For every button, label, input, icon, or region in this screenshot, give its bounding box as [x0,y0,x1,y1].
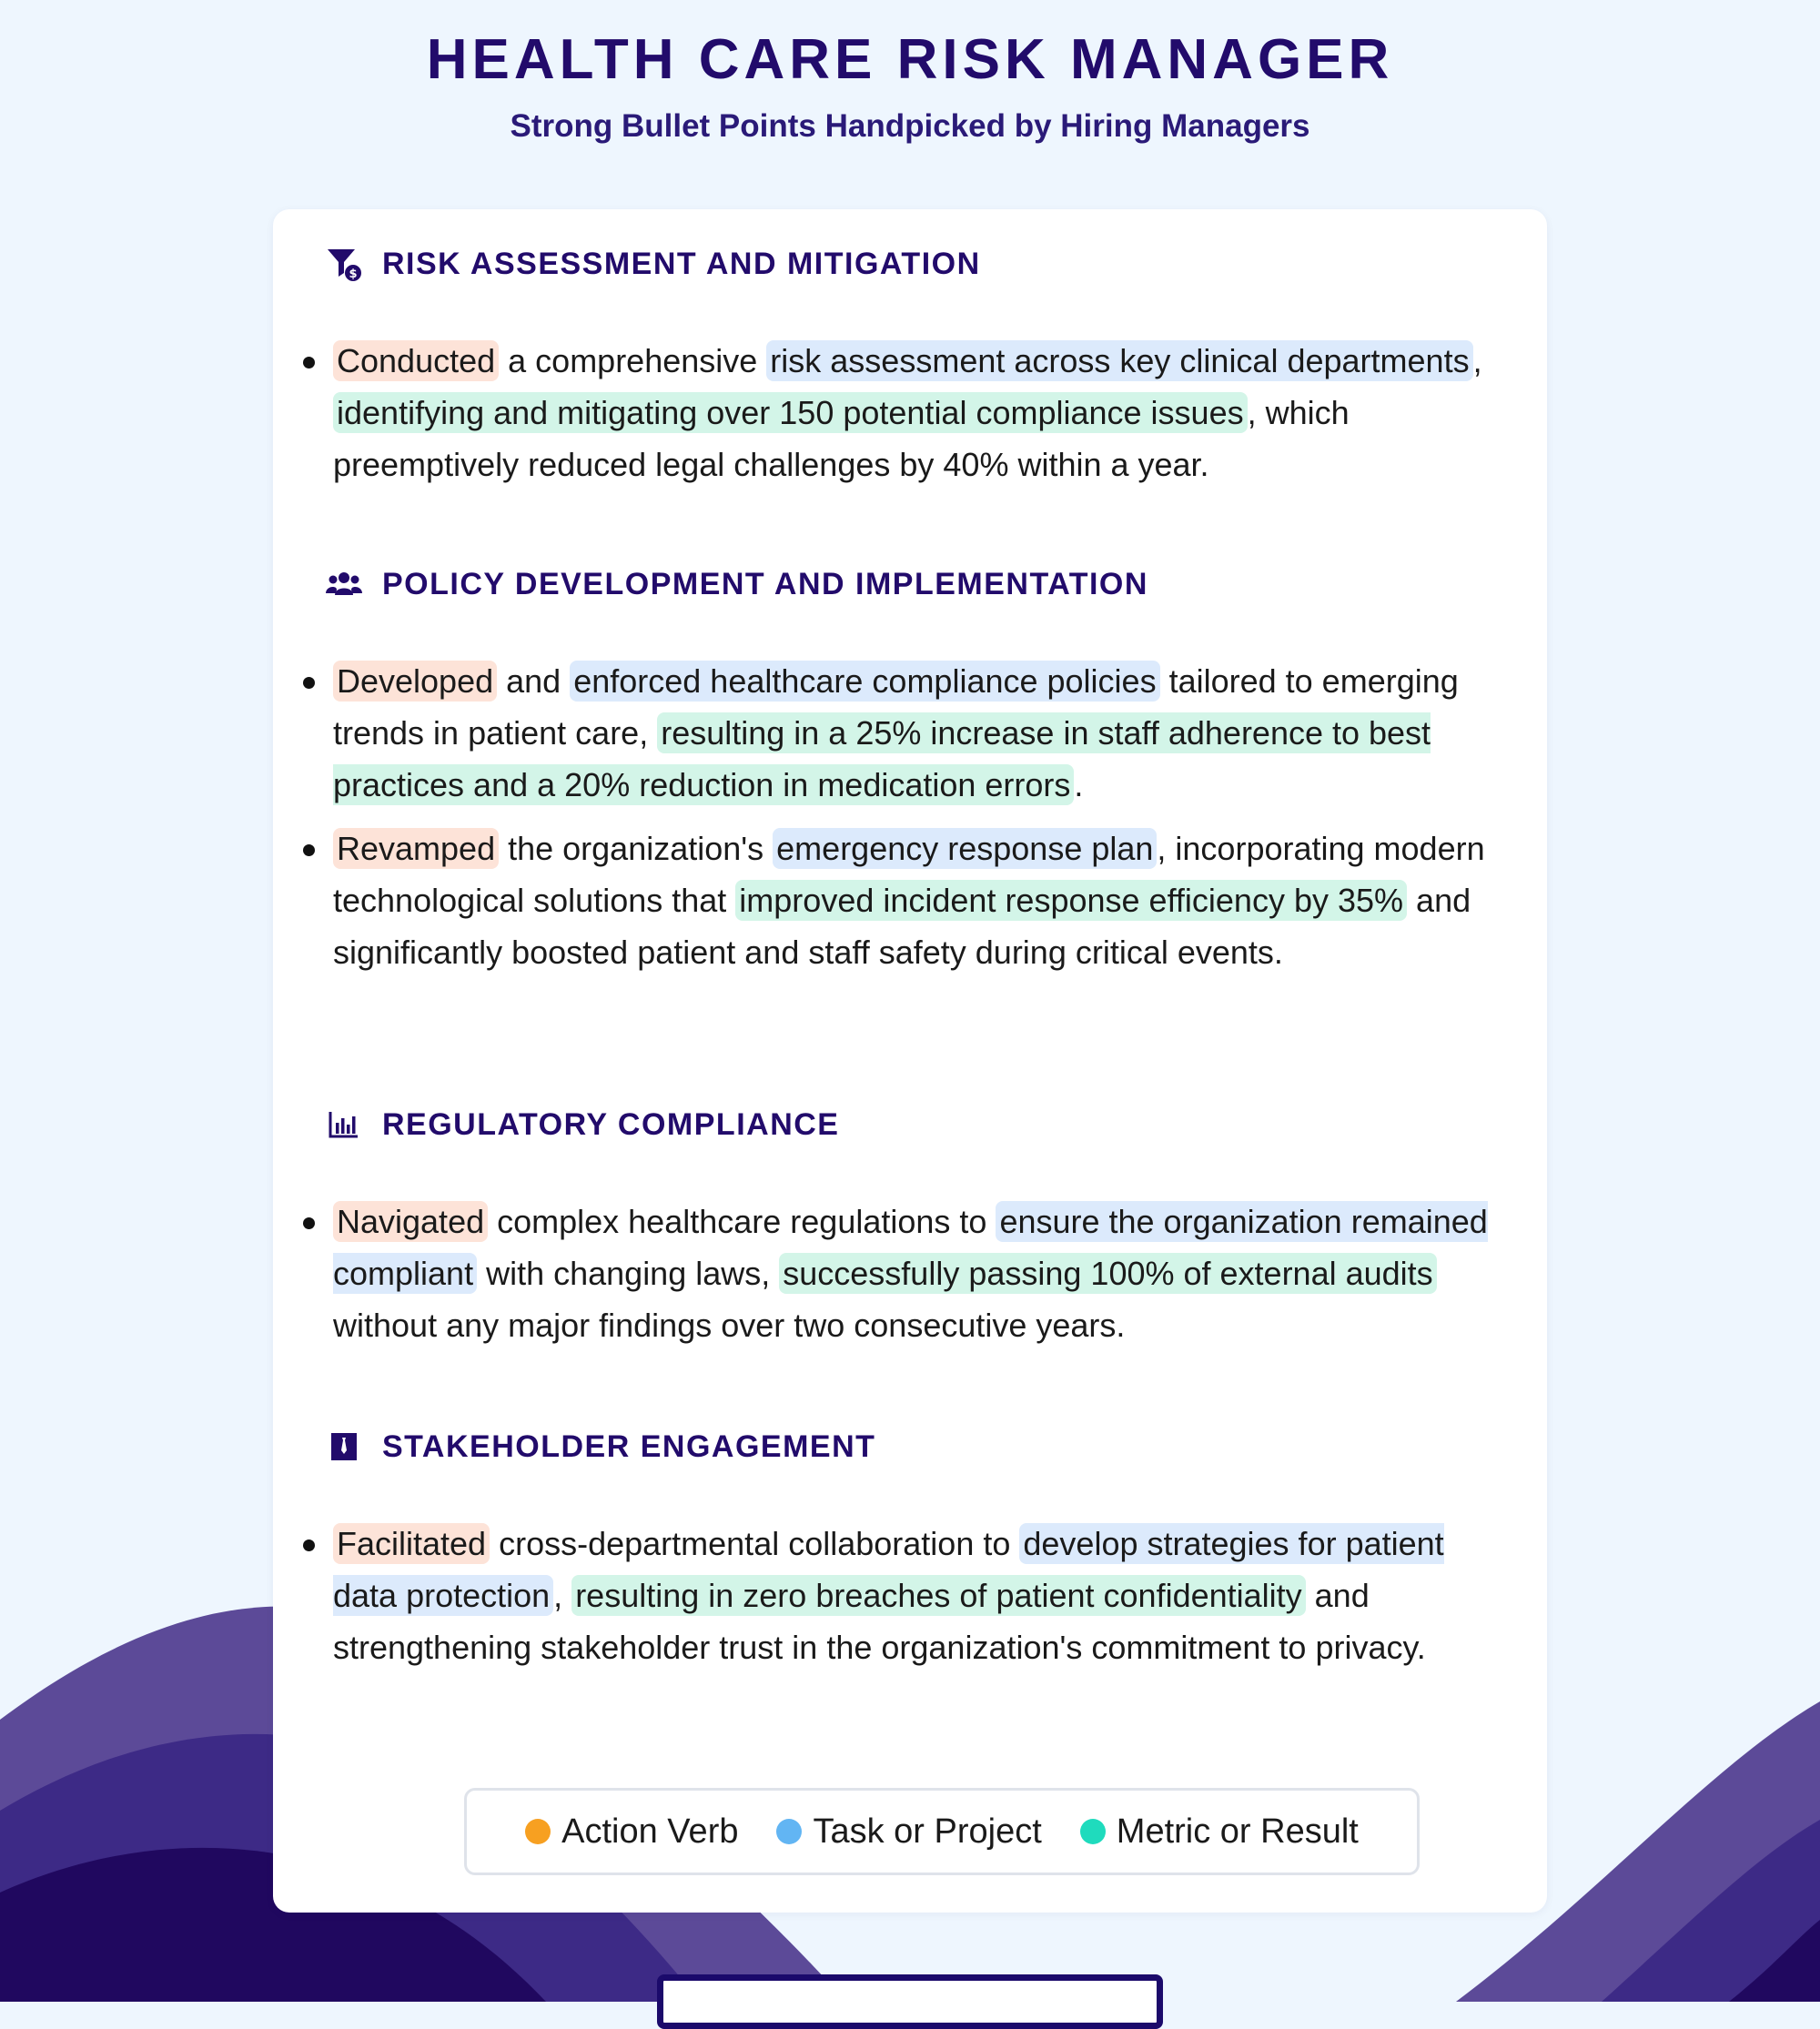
business-tie-icon [326,1428,362,1465]
bullet-text: without any major findings over two consecutive years. [333,1307,1126,1344]
page-title: HEALTH CARE RISK MANAGER [426,28,1394,91]
bullet-text: , [553,1577,572,1614]
bullet-text: and [497,662,571,700]
bullet-list [273,335,1516,502]
action-verb-highlight: Navigated [333,1201,488,1242]
bullet-text: and strengthening stakeholder trust in the organization's commitment to privacy. [333,1577,1426,1666]
action-verb-highlight: Developed [333,661,497,702]
resume-card [273,209,1547,1913]
bullet-text: with changing laws, [477,1255,780,1292]
section-heading-regulatory-compliance [326,1106,840,1143]
legend-label: Action Verb [561,1812,739,1851]
bullet-list [273,1518,1516,1685]
metric-highlight: successfully passing 100% of external audits [779,1253,1436,1294]
action-verb-highlight: Facilitated [333,1523,490,1564]
bullet-item [333,823,1516,978]
section-heading-text: STAKEHOLDER ENGAGEMENT [382,1428,876,1464]
bullet-text: cross-departmental collaboration to [490,1525,1020,1562]
section-heading-risk-assessment [326,246,981,282]
svg-text:$: $ [349,268,358,281]
page-subtitle: Strong Bullet Points Handpicked by Hiring Managers [510,108,1310,144]
funnel-dollar-icon [326,246,362,282]
page-header [0,27,1820,145]
bullet-text: complex healthcare regulations to [488,1203,996,1240]
section-heading-stakeholder-engagement [326,1428,875,1465]
bullet-item [333,655,1516,811]
task-highlight: develop strategies for patient data protection [333,1525,1444,1614]
legend-item-action-verb [525,1812,738,1852]
legend-item-task [776,1812,1041,1852]
blue-dot-icon [776,1819,802,1844]
section-heading-text: RISK ASSESSMENT AND MITIGATION [382,246,981,281]
bullet-text: . [1074,766,1084,803]
metric-highlight: improved incident response efficiency by 35% [735,880,1407,921]
orange-dot-icon [525,1819,551,1844]
legend-item-metric [1080,1812,1359,1852]
metric-highlight: identifying and mitigating over 150 potential compliance issues [333,392,1248,433]
task-highlight: emergency response plan [773,828,1157,869]
section-heading-policy-development [326,566,1148,602]
metric-highlight: resulting in a 25% increase in staff adherence to best practices and a 20% reduction in medication errors [333,714,1431,803]
bullet-text: and significantly boosted patient and staff safety during critical events. [333,882,1471,971]
section-heading-text: POLICY DEVELOPMENT AND IMPLEMENTATION [382,566,1148,601]
action-verb-highlight: Conducted [333,340,499,381]
bar-chart-icon [326,1106,362,1143]
section-heading-text: REGULATORY COMPLIANCE [382,1106,840,1142]
bullet-list [273,1196,1516,1363]
bullet-text: tailored to emerging trends in patient care, [333,662,1459,752]
users-icon [326,566,362,602]
action-verb-highlight: Revamped [333,828,499,869]
task-highlight: enforced healthcare compliance policies [570,661,1159,702]
bullet-item [333,335,1516,490]
bullet-item [333,1196,1516,1351]
legend-label: Task or Project [813,1812,1042,1851]
highlight-legend [464,1788,1420,1875]
bullet-text: , incorporating modern technological solutions that [333,830,1485,919]
bullet-text: , [1472,342,1482,379]
metric-highlight: resulting in zero breaches of patient confidentiality [571,1575,1305,1616]
bullet-text: , which preemptively reduced legal challenges by 40% within a year. [333,394,1350,483]
task-highlight: risk assessment across key clinical departments [766,340,1472,381]
bottom-cta-button[interactable] [657,1974,1163,2029]
bullet-text: the organization's [499,830,774,867]
bullet-list [273,655,1516,990]
task-highlight: ensure the organization remained compliant [333,1203,1488,1292]
bullet-text: a comprehensive [499,342,767,379]
bullet-item [333,1518,1516,1673]
teal-dot-icon [1080,1819,1106,1844]
legend-label: Metric or Result [1116,1812,1359,1851]
